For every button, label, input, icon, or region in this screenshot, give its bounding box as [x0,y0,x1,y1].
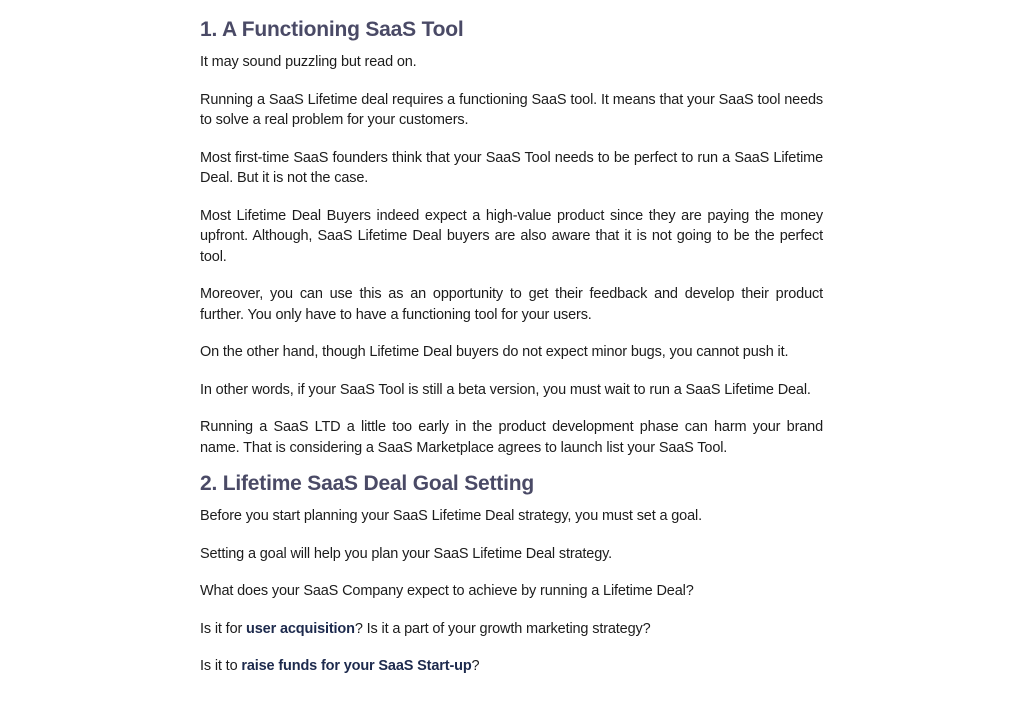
paragraph: Most Lifetime Deal Buyers indeed expect a high-value product since they are paying the money upfront. Although, SaaS Lifetime Deal buyers are also aware that it is not going to be the perfect tool. [200,207,823,265]
paragraph-with-link [200,656,823,677]
paragraph: Moreover, you can use this as an opportunity to get their feedback and develop their product further. You only have to have a functioning tool for your users. [200,286,823,323]
paragraph-text: Is it to [200,658,242,674]
paragraph-with-link [200,619,823,640]
paragraph: In other words, if your SaaS Tool is still a beta version, you must wait to run a SaaS Lifetime Deal. [200,381,811,398]
paragraph: Before you start planning your SaaS Lifetime Deal strategy, you must set a goal. [200,508,702,524]
section-goal-setting [200,468,823,677]
user-acquisition-link[interactable]: user acquisition [246,620,355,637]
section-functioning-saas-tool [200,14,823,458]
paragraph: Running a SaaS LTD a little too early in the product development phase can harm your brand name. That is considering a SaaS Marketplace agrees to launch list your SaaS Tool. [200,419,823,456]
paragraph: It may sound puzzling but read on. [200,54,417,70]
paragraph: On the other hand, though Lifetime Deal buyers do not expect minor bugs, you cannot push it. [200,344,789,360]
paragraph-text: ? Is it a part of your growth marketing strategy? [354,620,651,637]
paragraph-text: ? [471,658,480,674]
raise-funds-link[interactable]: raise funds for your SaaS Start-up [241,658,472,674]
section-heading: 2. Lifetime SaaS Deal Goal Setting [200,472,534,495]
paragraph: What does your SaaS Company expect to achieve by running a Lifetime Deal? [200,583,694,599]
paragraph: Running a SaaS Lifetime deal requires a functioning SaaS tool. It means that your SaaS tool needs to solve a real problem for your customers. [200,91,823,128]
paragraph: Setting a goal will help you plan your SaaS Lifetime Deal strategy. [200,545,613,562]
article-body [200,14,823,694]
section-heading: 1. A Functioning SaaS Tool [200,18,464,41]
paragraph-text: Is it for [200,620,247,637]
paragraph: Most first-time SaaS founders think that your SaaS Tool needs to be perfect to run a SaaS Lifetime Deal. But it is not the case. [200,149,823,186]
